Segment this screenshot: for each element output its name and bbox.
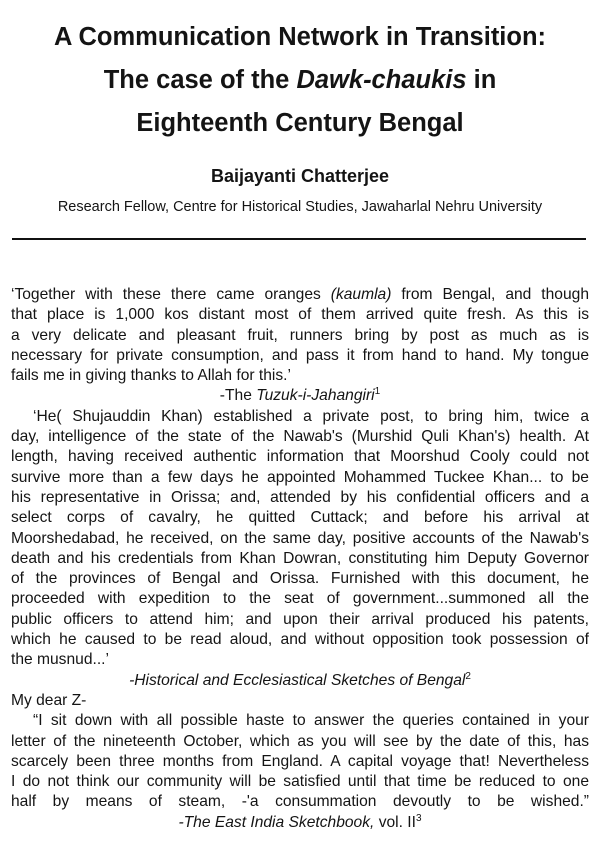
quote2-line: his representative in Orissa; and, attended by his confidential officers and a [11,488,589,506]
title-italic-term: Dawk-chaukis [296,66,467,94]
footnote-ref: 1 [374,386,381,398]
quote3-line: half by means of steam, -'a consummation devoutly to be wished.” [11,793,589,811]
source-title: -Historical and Ecclesiastical Sketches of Bengal [129,671,466,689]
author-affiliation: Research Fellow, Centre for Historical Studies, Jawaharlal Nehru University [57,199,543,215]
source-title: -The East India Sketchbook, [178,813,375,831]
quote2-line: Moorshedabad, he received, on the same day, positive accounts of the Nawab's [11,529,589,547]
text: vol. II [374,813,416,831]
quote1-line: fails me in giving thanks to Allah for this.’ [11,367,291,385]
source-title: Tuzuk-i-Jahangiri [256,387,375,405]
quote1-attribution [11,386,589,406]
title-line-2 [0,59,600,102]
quote3-attribution [11,813,589,833]
author-name: Baijayanti Chatterjee [210,166,390,186]
letter-salutation: My dear Z- [11,691,87,709]
quote2-line: the musnud...’ [11,651,109,669]
horizontal-rule [12,238,586,240]
quote2-line: which he caused to be read aloud, and without opposition took possession of [11,631,589,649]
footnote-ref: 2 [465,670,471,682]
footnote-ref: 3 [415,812,422,824]
text: ‘Together with these there came oranges [11,286,331,303]
text: -The [219,387,257,405]
article-body [11,285,589,833]
quote2-line: day, intelligence of the state of the Nawab's (Murshid Quli Khan's) health. At [11,428,589,446]
quote2-line: select corps of cavalry, he quitted Cuttack; and before his arrival at [11,509,589,527]
quote1-line: that place is 1,000 kos distant most of them arrived quite fresh. As this is [11,306,589,324]
quote2-attribution [11,671,589,691]
quote3-line: I do not think our community will be satisfied until that time be reduced to one [11,773,589,791]
quote2-line: length, having received authentic information that Moorshud Cooly could not [11,448,589,466]
quote3-line: scarcely been three months from England. A capital voyage that! Nevertheless [11,752,589,770]
quote1-line: a very delicate and pleasant fruit, runners bring by post as much as is [11,326,589,344]
quote2-line: death and his credentials from Khan Dowran, constituting him Deputy Governor [11,549,589,567]
quote2-line: of the provinces of Bengal and Orissa. Furnished with this document, he [11,570,589,588]
quote1-line [11,285,589,305]
quote2-line: ‘He( Shujauddin Khan) established a private post, to bring him, twice a [33,407,589,425]
title-line-3: Eighteenth Century Bengal [136,109,464,137]
quote2-line: public officers to attend him; and upon their arrival produced his patents, [11,610,589,628]
title-text: in [466,66,497,94]
title-text: The case of the [103,66,297,94]
quote3-line: letter of the nineteenth October, which as you will see by the date of this, has [11,732,589,750]
quote2-line: survive more than a few days he appointed Mohammed Tuckee Khan... to be [11,468,589,486]
quote3-line: “I sit down with all possible haste to answer the queries contained in your [33,712,589,730]
italic-term: (kaumla) [330,286,392,303]
quote1-line: necessary for private consumption, and pass it from hand to hand. My tongue [11,346,589,364]
text: from Bengal, and though [391,286,589,303]
title-line-1: A Communication Network in Transition: [53,23,547,51]
article-title [0,16,600,145]
quote2-line: proceeded with expedition to the seat of government...summoned all the [11,590,589,608]
